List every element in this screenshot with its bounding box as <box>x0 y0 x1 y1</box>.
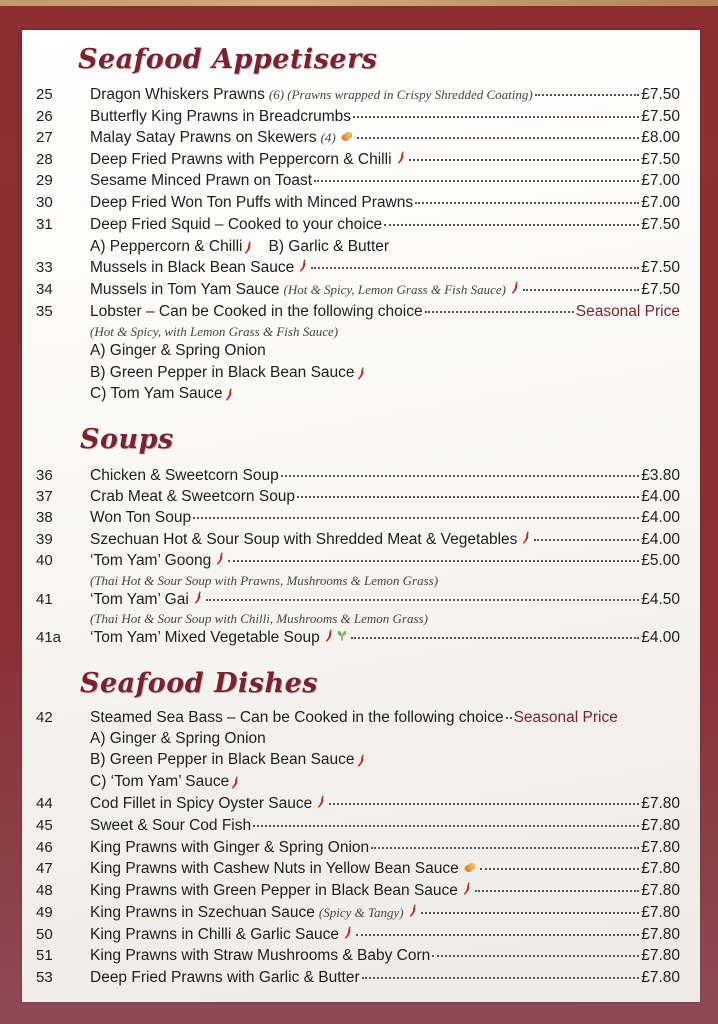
menu-item-51 <box>22 947 700 969</box>
item-note: (6) (Prawns wrapped in Crispy Shredded Coating) <box>268 87 533 102</box>
chilli-icon <box>397 151 405 164</box>
item-number: 53 <box>36 969 53 986</box>
menu-item-45 <box>22 817 700 839</box>
item-price: £4.00 <box>641 531 680 548</box>
item-name: Chicken & Sweetcorn Soup <box>90 467 279 484</box>
item-number: 44 <box>36 795 53 812</box>
vegetable-icon <box>337 630 347 641</box>
menu-item-39 <box>22 531 700 553</box>
item-number: 37 <box>36 488 53 505</box>
menu-item-29 <box>22 172 700 194</box>
chilli-icon <box>317 795 325 808</box>
menu-item-26 <box>22 108 700 130</box>
item-name: Sesame Minced Prawn on Toast <box>90 172 312 189</box>
item-number: 49 <box>36 904 53 921</box>
item-42-option-b <box>90 751 367 769</box>
dot-leader <box>297 496 639 498</box>
item-number: 41a <box>36 629 62 646</box>
item-number: 34 <box>36 281 53 298</box>
item-note: (Hot & Spicy, Lemon Grass & Fish Sauce) <box>283 282 506 297</box>
chilli-icon <box>194 591 202 604</box>
item-name: Deep Fried Squid – Cooked to your choice <box>90 216 383 233</box>
item-35-option-a <box>90 342 266 360</box>
chilli-icon <box>231 776 239 789</box>
item-name: King Prawns in Szechuan Sauce <box>90 904 315 921</box>
chilli-icon <box>511 281 519 294</box>
chilli-icon <box>357 754 365 767</box>
menu-item-36 <box>22 467 700 489</box>
dot-leader <box>506 717 512 719</box>
item-name: King Prawns in Chilli & Garlic Sauce <box>90 926 339 943</box>
item-number: 45 <box>36 817 53 834</box>
option-label: B) Green Pepper in Black Bean Sauce <box>90 751 355 768</box>
nut-icon <box>464 862 476 873</box>
section-title-seafood-appetisers: Seafood Appetisers <box>78 44 378 75</box>
item-price: £4.00 <box>641 509 680 526</box>
section-title-seafood-dishes: Seafood Dishes <box>80 668 318 699</box>
item-number: 31 <box>36 216 53 233</box>
item-price: £7.80 <box>641 817 680 834</box>
item-name: King Prawns with Green Pepper in Black Bean Sauce <box>90 882 458 899</box>
chilli-icon <box>463 882 471 895</box>
menu-item-48 <box>22 882 700 904</box>
dot-leader <box>432 955 639 957</box>
item-number: 33 <box>36 259 53 276</box>
menu-item-30 <box>22 194 700 216</box>
item-price: £8.00 <box>641 129 680 146</box>
item-price-seasonal: Seasonal Price <box>575 303 680 320</box>
item-name: Steamed Sea Bass – Can be Cooked in the following choice <box>90 709 504 726</box>
item-name: Won Ton Soup <box>90 509 192 526</box>
menu-item-38 <box>22 509 700 531</box>
item-number: 51 <box>36 947 53 964</box>
item-price: £7.80 <box>641 947 680 964</box>
dot-leader <box>253 825 639 827</box>
item-price: £4.50 <box>641 591 680 608</box>
item-price: £7.50 <box>641 259 680 276</box>
item-42-option-c <box>90 773 241 791</box>
chilli-icon <box>244 241 252 254</box>
dot-leader <box>523 289 639 291</box>
chilli-icon <box>325 629 333 642</box>
section-title-soups: Soups <box>80 424 174 455</box>
item-price: £4.00 <box>641 488 680 505</box>
item-name: King Prawns with Straw Mushrooms & Baby Corn <box>90 947 431 964</box>
item-number: 50 <box>36 926 53 943</box>
dot-leader <box>311 267 639 269</box>
item-name: Butterfly King Prawns in Breadcrumbs <box>90 108 352 125</box>
chilli-icon <box>409 904 417 917</box>
option-a: A) Peppercorn & Chilli <box>90 238 243 255</box>
item-price: £7.80 <box>641 860 680 877</box>
menu-item-31 <box>22 216 700 238</box>
item-name: Malay Satay Prawns on Skewers <box>90 129 317 146</box>
option-label: B) Green Pepper in Black Bean Sauce <box>90 364 355 381</box>
item-price: £7.00 <box>641 194 680 211</box>
menu-item-40 <box>22 552 700 574</box>
item-price: £7.80 <box>641 882 680 899</box>
item-number: 27 <box>36 129 53 146</box>
item-number: 35 <box>36 303 53 320</box>
menu-item-27 <box>22 129 700 151</box>
item-price: £7.50 <box>641 281 680 298</box>
item-price: £7.80 <box>641 969 680 986</box>
item-price: £7.80 <box>641 904 680 921</box>
item-name: Lobster – Can be Cooked in the following choice <box>90 303 423 320</box>
option-label: A) Ginger & Spring Onion <box>90 342 266 359</box>
dot-leader <box>480 868 639 870</box>
dot-leader <box>357 137 639 139</box>
item-name: Mussels in Tom Yam Sauce <box>90 281 280 298</box>
item-42-option-a <box>90 730 266 748</box>
item-40-description: (Thai Hot & Sour Soup with Prawns, Mushrooms & Lemon Grass) <box>90 573 439 588</box>
item-name: Deep Fried Won Ton Puffs with Minced Prawns <box>90 194 414 211</box>
item-31-options <box>90 238 389 256</box>
dot-leader <box>193 517 639 519</box>
dot-leader <box>371 847 639 849</box>
menu-item-46 <box>22 839 700 861</box>
dot-leader <box>362 977 640 979</box>
chilli-icon <box>225 388 233 401</box>
item-number: 42 <box>36 709 53 726</box>
item-price: £7.50 <box>641 151 680 168</box>
dot-leader <box>228 560 639 562</box>
item-number: 47 <box>36 860 53 877</box>
item-price: £7.00 <box>641 172 680 189</box>
item-note: (Spicy & Tangy) <box>318 905 404 920</box>
item-name: Deep Fried Prawns with Peppercorn & Chilli <box>90 151 392 168</box>
item-price: £7.50 <box>641 216 680 233</box>
item-35-option-c <box>90 385 235 403</box>
item-price: £7.80 <box>641 839 680 856</box>
item-name: King Prawns with Cashew Nuts in Yellow Bean Sauce <box>90 860 459 877</box>
item-number: 28 <box>36 151 53 168</box>
menu-item-34 <box>22 281 700 303</box>
item-number: 48 <box>36 882 53 899</box>
dot-leader <box>281 475 640 477</box>
option-label: C) Tom Yam Sauce <box>90 385 223 402</box>
menu-item-47 <box>22 860 700 882</box>
dot-leader <box>425 311 574 313</box>
item-number: 40 <box>36 552 53 569</box>
item-number: 30 <box>36 194 53 211</box>
chilli-icon <box>357 367 365 380</box>
dot-leader <box>409 159 640 161</box>
menu-item-53 <box>22 969 700 991</box>
item-number: 41 <box>36 591 53 608</box>
item-name: Szechuan Hot & Sour Soup with Shredded Meat & Vegetables <box>90 531 518 548</box>
dot-leader <box>534 539 639 541</box>
item-number: 26 <box>36 108 53 125</box>
item-35-option-b <box>90 364 367 382</box>
item-name: Mussels in Black Bean Sauce <box>90 259 295 276</box>
item-price-seasonal: Seasonal Price <box>513 709 618 726</box>
nut-icon <box>341 131 353 142</box>
chilli-icon <box>344 926 352 939</box>
item-35-description: (Hot & Spicy, with Lemon Grass & Fish Sauce) <box>90 324 339 339</box>
menu-item-42 <box>22 709 700 731</box>
item-price: £4.00 <box>641 629 680 646</box>
menu-item-50 <box>22 926 700 948</box>
item-price: £7.80 <box>641 795 680 812</box>
option-label: A) Ginger & Spring Onion <box>90 730 266 747</box>
item-name: Dragon Whiskers Prawns <box>90 86 265 103</box>
item-number: 25 <box>36 86 53 103</box>
dot-leader <box>535 94 640 96</box>
item-name: Cod Fillet in Spicy Oyster Sauce <box>90 795 313 812</box>
item-number: 29 <box>36 172 53 189</box>
dot-leader <box>314 180 639 182</box>
chilli-icon <box>299 259 307 272</box>
menu-item-41a <box>22 629 700 651</box>
dot-leader <box>329 803 639 805</box>
item-name: ‘Tom Yam’ Gai <box>90 591 189 608</box>
menu-item-41 <box>22 591 700 613</box>
dot-leader <box>206 599 639 601</box>
menu-item-25 <box>22 86 700 108</box>
item-name: Sweet & Sour Cod Fish <box>90 817 252 834</box>
item-number: 36 <box>36 467 53 484</box>
item-name: Deep Fried Prawns with Garlic & Butter <box>90 969 360 986</box>
item-number: 46 <box>36 839 53 856</box>
item-name: King Prawns with Ginger & Spring Onion <box>90 839 370 856</box>
dot-leader <box>384 224 639 226</box>
item-price: £5.00 <box>641 552 680 569</box>
option-label: C) ‘Tom Yam’ Sauce <box>90 773 230 790</box>
menu-page <box>22 30 700 1002</box>
item-price: £3.80 <box>641 467 680 484</box>
menu-item-49 <box>22 904 700 926</box>
chilli-icon <box>216 552 224 565</box>
dot-leader <box>421 912 640 914</box>
menu-item-37 <box>22 488 700 510</box>
menu-item-44 <box>22 795 700 817</box>
item-note: (4) <box>320 130 336 145</box>
item-41-description: (Thai Hot & Sour Soup with Chilli, Mushrooms & Lemon Grass) <box>90 611 428 626</box>
dot-leader <box>351 637 639 639</box>
dot-leader <box>415 202 639 204</box>
dot-leader <box>475 890 639 892</box>
item-name: ‘Tom Yam’ Mixed Vegetable Soup <box>90 629 320 646</box>
item-number: 38 <box>36 509 53 526</box>
option-b: B) Garlic & Butter <box>268 238 390 255</box>
menu-item-28 <box>22 151 700 173</box>
menu-item-33 <box>22 259 700 281</box>
item-name: Crab Meat & Sweetcorn Soup <box>90 488 296 505</box>
item-price: £7.80 <box>641 926 680 943</box>
dot-leader <box>353 116 639 118</box>
dot-leader <box>356 934 639 936</box>
item-name: ‘Tom Yam’ Goong <box>90 552 212 569</box>
chilli-icon <box>522 531 530 544</box>
item-number: 39 <box>36 531 53 548</box>
item-price: £7.50 <box>641 108 680 125</box>
item-price: £7.50 <box>641 86 680 103</box>
menu-item-35 <box>22 303 700 325</box>
